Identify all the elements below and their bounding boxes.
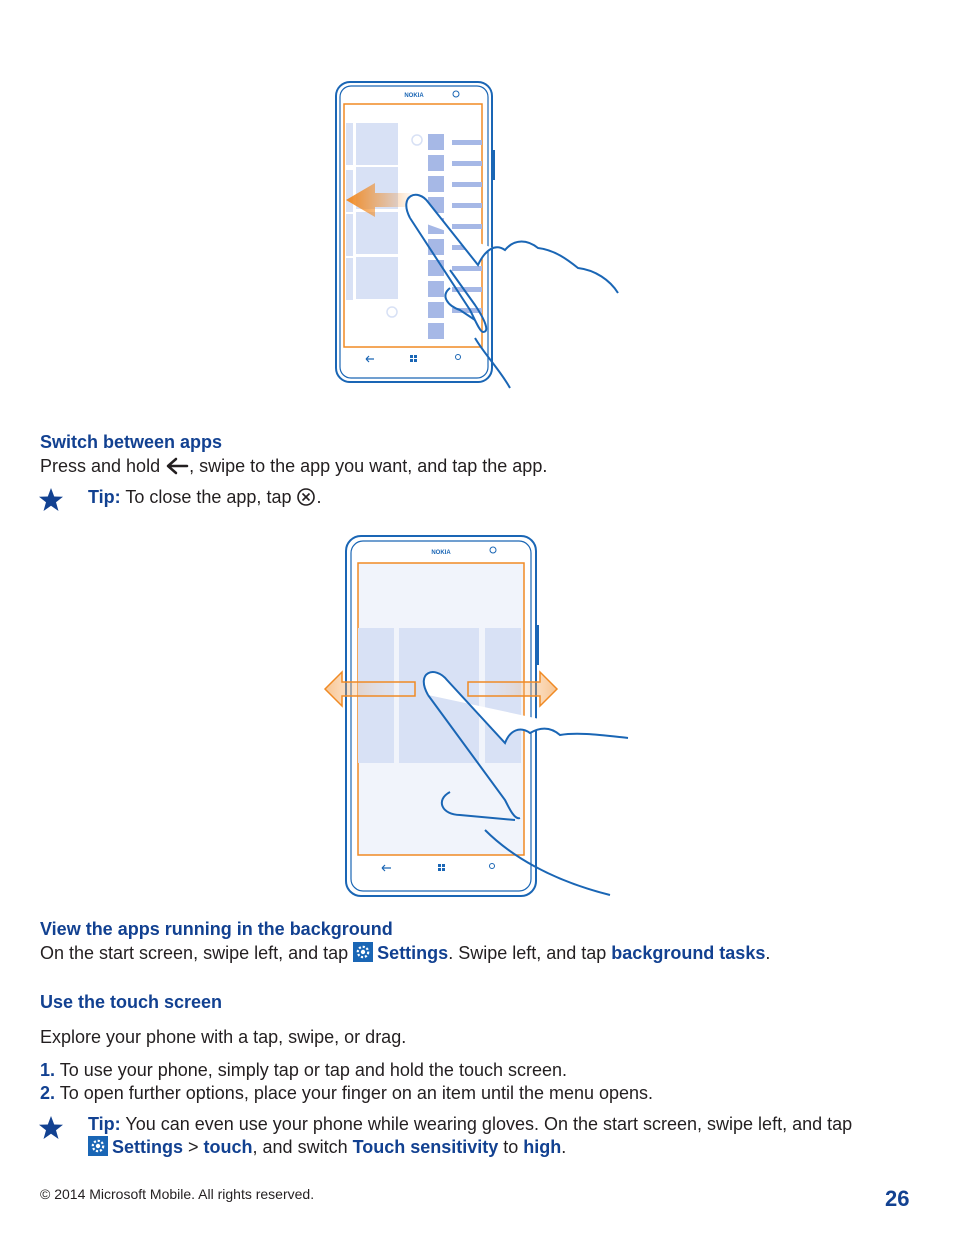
background-apps-instruction <box>40 942 770 965</box>
bg-text-c: . <box>765 943 771 963</box>
page-number: 26 <box>885 1186 910 1211</box>
tip-to: to <box>498 1137 524 1157</box>
settings-gear-icon <box>88 1136 108 1156</box>
tip-end: . <box>316 487 322 507</box>
high-label: high <box>523 1137 562 1157</box>
step-text: To open further options, place your finger on an item until the menu opens. <box>55 1083 654 1103</box>
touch-step-1 <box>40 1059 567 1082</box>
touch-label: touch <box>203 1137 253 1157</box>
tip-gloves-line-2 <box>88 1136 566 1159</box>
touch-sensitivity-label: Touch sensitivity <box>352 1137 499 1157</box>
copyright: © 2014 Microsoft Mobile. All rights reserved. <box>40 1186 315 1202</box>
phone-illustration-background-apps <box>310 530 650 900</box>
tip-label: Tip: <box>88 487 121 507</box>
tip-end: . <box>561 1137 567 1157</box>
phone-brand: NOKIA <box>404 93 424 99</box>
section-heading-background-apps: View the apps running in the background <box>40 919 393 939</box>
settings-label: Settings <box>377 943 449 963</box>
instruction-part-a: Press and hold <box>40 456 166 476</box>
step-text: To use your phone, simply tap or tap and hold the touch screen. <box>55 1060 568 1080</box>
back-arrow-icon <box>165 456 189 476</box>
phone-brand-2: NOKIA <box>431 550 451 556</box>
path-separator: > <box>183 1137 204 1157</box>
step-number: 1. <box>40 1060 56 1080</box>
tip-star-icon <box>38 487 64 513</box>
phone-illustration-switch-apps <box>300 70 640 400</box>
tip-label: Tip: <box>88 1114 121 1134</box>
tip-close-app <box>88 486 321 509</box>
bg-text-a: On the start screen, swipe left, and tap <box>40 943 354 963</box>
section-heading-switch-apps: Switch between apps <box>40 432 223 452</box>
background-tasks-label: background tasks <box>611 943 766 963</box>
touch-step-2 <box>40 1082 653 1105</box>
bg-text-b: . Swipe left, and tap <box>448 943 612 963</box>
tip-star-icon <box>38 1115 64 1141</box>
tip-gloves-line-1 <box>88 1113 852 1136</box>
switch-apps-instruction <box>40 455 547 478</box>
step-number: 2. <box>40 1083 56 1103</box>
tip-mid: , and switch <box>252 1137 353 1157</box>
close-icon <box>296 487 316 507</box>
section-heading-touch-screen: Use the touch screen <box>40 992 223 1012</box>
tip-text: To close the app, tap <box>120 487 297 507</box>
instruction-part-b: , swipe to the app you want, and tap the app. <box>189 456 548 476</box>
settings-gear-icon <box>353 942 373 962</box>
settings-label: Settings <box>112 1137 184 1157</box>
tip-text: You can even use your phone while wearing gloves. On the start screen, swipe left, and tap <box>120 1114 853 1134</box>
touch-intro: Explore your phone with a tap, swipe, or drag. <box>40 1027 407 1047</box>
